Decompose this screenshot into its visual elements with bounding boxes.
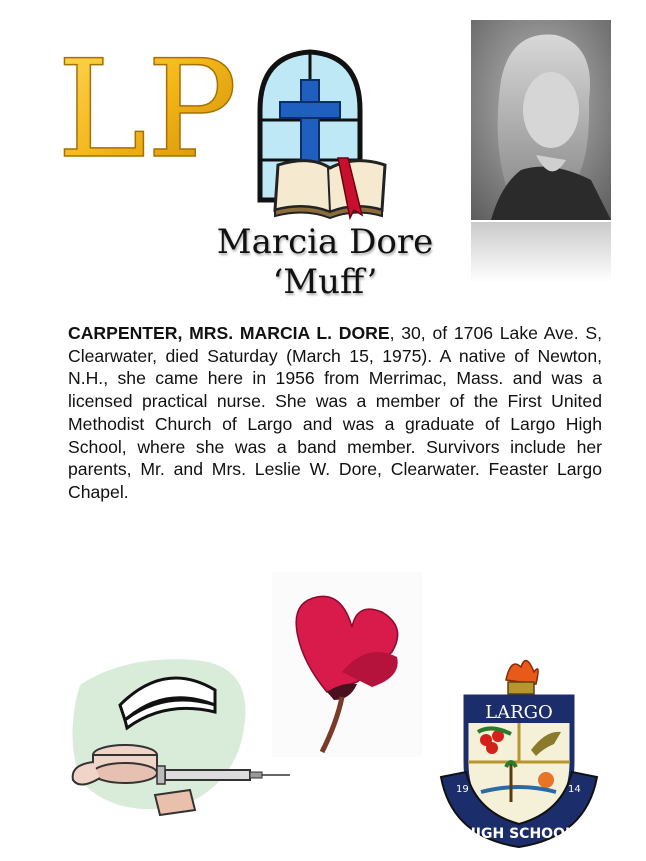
crest-top-text: LARGO bbox=[485, 702, 553, 723]
name-line: Marcia Dore bbox=[216, 222, 434, 262]
largo-high-school-crest bbox=[436, 652, 602, 852]
church-window-bible-icon bbox=[250, 50, 390, 220]
nickname-line: ‘Muff’ bbox=[272, 262, 378, 302]
obituary-body: , 30, of 1706 Lake Ave. S, Clearwater, died Saturday (March 15, 1975). A native of Newton, N.H., she came here in 1956 from Merrimac, Mass. and was a licensed practical nurse. She was a member of the First United Methodist Church of Largo and was a graduate of Largo High School, where she was a band member. Survivors include her parents, Mr. and Mrs. Leslie W. Dore, Clearwater. Feaster Largo Chapel. bbox=[68, 323, 602, 502]
name-title bbox=[170, 222, 480, 302]
obituary-name: CARPENTER, MRS. MARCIA L. DORE bbox=[68, 323, 390, 343]
crest-right-number: 14 bbox=[568, 784, 581, 795]
crest-left-number: 19 bbox=[456, 784, 469, 795]
portrait-photo bbox=[471, 20, 611, 220]
cyclamen-flower-icon bbox=[272, 572, 422, 757]
torch-flame-icon bbox=[506, 661, 538, 684]
nurse-cap-syringe-icon bbox=[65, 650, 295, 820]
monogram-l: LP bbox=[57, 31, 238, 188]
obituary-text bbox=[68, 322, 602, 504]
portrait-reflection bbox=[471, 222, 611, 282]
crest-bottom-text: HIGH SCHOOL bbox=[464, 826, 574, 842]
lp-monogram-logo bbox=[55, 28, 238, 188]
